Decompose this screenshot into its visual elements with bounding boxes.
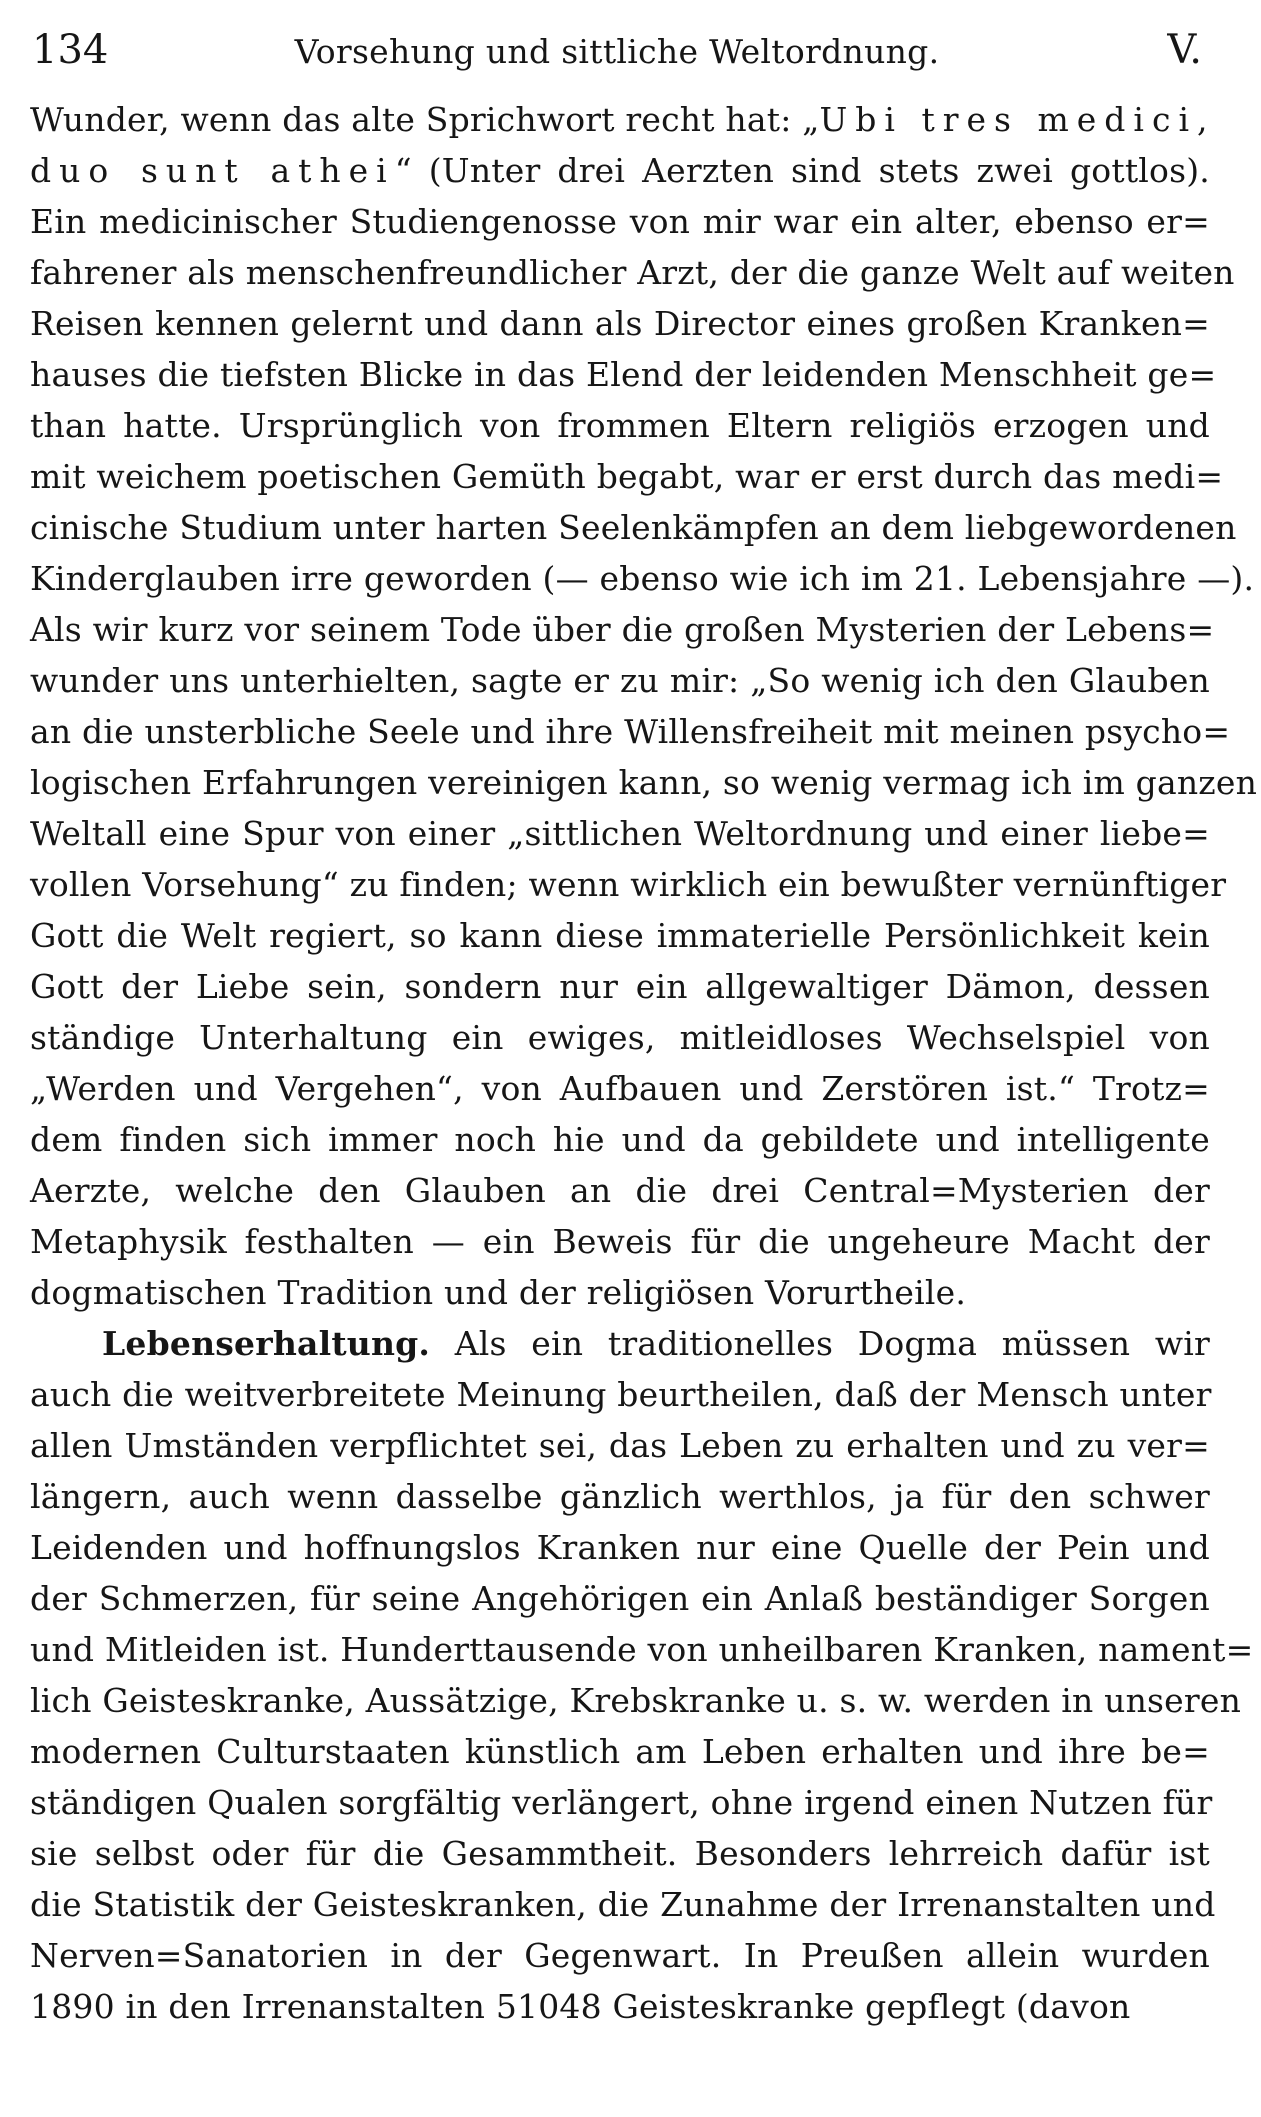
text-line bbox=[30, 1216, 1210, 1267]
text-line bbox=[30, 1726, 1210, 1777]
text-line bbox=[30, 1675, 1242, 1726]
text-line bbox=[30, 1777, 1213, 1828]
text-segment: duo sunt athei bbox=[30, 151, 395, 190]
text-line bbox=[30, 808, 1210, 859]
text-segment: “ (Unter drei Aerzten sind stets zwei gottlos). bbox=[394, 151, 1210, 190]
text-line bbox=[30, 349, 1217, 400]
text-line bbox=[30, 145, 1210, 196]
text-line bbox=[30, 604, 1215, 655]
text-segment: Reisen kennen gelernt und dann als Director eines großen Kranken= bbox=[30, 304, 1210, 343]
text-line bbox=[30, 1930, 1210, 1981]
text-line bbox=[30, 1165, 1210, 1216]
text-line bbox=[30, 400, 1210, 451]
text-segment: vollen Vorsehung“ zu finden; wenn wirklich ein bewußter vernünftiger bbox=[30, 865, 1227, 904]
text-line bbox=[30, 1369, 1210, 1420]
text-segment: der Schmerzen, für seine Angehörigen ein Anlaß beständiger Sorgen bbox=[30, 1579, 1210, 1618]
text-line bbox=[30, 94, 1216, 145]
text-segment: Weltall eine Spur von einer „sittlichen Weltordnung und einer liebe= bbox=[30, 814, 1210, 853]
text-segment: Metaphysik festhalten — ein Beweis für die ungeheure Macht der bbox=[30, 1222, 1210, 1261]
text-line bbox=[30, 1573, 1210, 1624]
page-header bbox=[32, 18, 1202, 78]
running-title: Vorsehung und sittliche Weltordnung. bbox=[294, 32, 940, 71]
text-line bbox=[30, 502, 1237, 553]
text-segment: mit weichem poetischen Gemüth begabt, war er erst durch das medi= bbox=[30, 457, 1224, 496]
text-segment: 1890 in den Irrenanstalten 51048 Geisteskranke gepflegt (davon bbox=[30, 1987, 1131, 2026]
text-line bbox=[30, 1828, 1210, 1879]
text-line bbox=[30, 247, 1235, 298]
text-segment: sie selbst oder für die Gesammtheit. Besonders lehrreich dafür ist bbox=[30, 1834, 1210, 1873]
text-segment: allen Umständen verpflichtet sei, das Leben zu erhalten und zu ver= bbox=[30, 1426, 1210, 1465]
text-segment: Als wir kurz vor seinem Tode über die großen Mysterien der Lebens= bbox=[30, 610, 1215, 649]
text-segment: cinische Studium unter harten Seelenkämpfen an dem liebgewordenen bbox=[30, 508, 1237, 547]
text-segment: „Werden und Vergehen“, von Aufbauen und Zerstören ist.“ Trotz= bbox=[30, 1069, 1210, 1108]
text-segment: Nerven=Sanatorien in der Gegenwart. In Preußen allein wurden bbox=[30, 1936, 1210, 1975]
text-segment: Ein medicinischer Studiengenosse von mir war ein alter, ebenso er= bbox=[30, 202, 1210, 241]
text-line bbox=[30, 1522, 1210, 1573]
text-segment: Kinderglauben irre geworden (— ebenso wie ich im 21. Lebensjahre —). bbox=[30, 559, 1255, 598]
text-segment: und Mitleiden ist. Hunderttausende von unheilbaren Kranken, nament= bbox=[30, 1630, 1254, 1669]
text-segment: than hatte. Ursprünglich von frommen Eltern religiös erzogen und bbox=[30, 406, 1210, 445]
text-line bbox=[30, 859, 1227, 910]
text-segment: wunder uns unterhielten, sagte er zu mir: „So wenig ich den Glauben bbox=[30, 661, 1210, 700]
text-segment: hauses die tiefsten Blicke in das Elend der leidenden Menschheit ge= bbox=[30, 355, 1217, 394]
page-number: 134 bbox=[32, 27, 109, 73]
chapter-number: V. bbox=[1167, 27, 1202, 73]
text-line bbox=[30, 655, 1210, 706]
text-line bbox=[30, 1624, 1254, 1675]
text-line bbox=[30, 1114, 1210, 1165]
text-line bbox=[30, 553, 1255, 604]
text-line bbox=[30, 757, 1258, 808]
text-segment: auch die weitverbreitete Meinung beurtheilen, daß der Mensch unter bbox=[30, 1375, 1212, 1414]
body-text bbox=[30, 94, 1258, 2032]
text-segment: lich Geisteskranke, Aussätzige, Krebskranke u. s. w. werden in unseren bbox=[30, 1681, 1242, 1720]
text-line bbox=[30, 1267, 1210, 1318]
text-line bbox=[30, 706, 1231, 757]
text-line bbox=[30, 1063, 1210, 1114]
text-line bbox=[30, 451, 1224, 502]
text-line bbox=[30, 1981, 1210, 2032]
text-segment: dogmatischen Tradition und der religiösen Vorurtheile. bbox=[30, 1273, 967, 1312]
text-line bbox=[30, 1012, 1210, 1063]
text-line bbox=[30, 910, 1210, 961]
text-segment: ständigen Qualen sorgfältig verlängert, ohne irgend einen Nutzen für bbox=[30, 1783, 1213, 1822]
text-segment: Leidenden und hoffnungslos Kranken nur eine Quelle der Pein und bbox=[30, 1528, 1210, 1567]
text-segment: Aerzte, welche den Glauben an die drei Central=Mysterien der bbox=[30, 1171, 1210, 1210]
text-segment: Gott der Liebe sein, sondern nur ein allgewaltiger Dämon, dessen bbox=[30, 967, 1210, 1006]
text-segment: modernen Culturstaaten künstlich am Leben erhalten und ihre be= bbox=[30, 1732, 1210, 1771]
text-segment: längern, auch wenn dasselbe gänzlich werthlos, ja für den schwer bbox=[30, 1477, 1210, 1516]
text-line bbox=[30, 298, 1210, 349]
text-segment: fahrener als menschenfreundlicher Arzt, der die ganze Welt auf weiten bbox=[30, 253, 1235, 292]
text-line bbox=[30, 196, 1210, 247]
text-segment: Gott die Welt regiert, so kann diese immaterielle Persönlichkeit kein bbox=[30, 916, 1210, 955]
text-line bbox=[30, 961, 1210, 1012]
section-keyword: Lebenserhaltung. bbox=[102, 1324, 431, 1363]
text-segment: ständige Unterhaltung ein ewiges, mitleidloses Wechselspiel von bbox=[30, 1018, 1210, 1057]
text-line bbox=[30, 1318, 1210, 1369]
text-segment: Wunder, wenn das alte Sprichwort recht hat: „ bbox=[30, 100, 820, 139]
text-segment: Als ein traditionelles Dogma müssen wir bbox=[430, 1324, 1210, 1363]
text-segment: die Statistik der Geisteskranken, die Zunahme der Irrenanstalten und bbox=[30, 1885, 1216, 1924]
text-segment: logischen Erfahrungen vereinigen kann, so wenig vermag ich im ganzen bbox=[30, 763, 1258, 802]
text-line bbox=[30, 1471, 1210, 1522]
text-segment: an die unsterbliche Seele und ihre Willensfreiheit mit meinen psycho= bbox=[30, 712, 1231, 751]
text-segment: dem finden sich immer noch hie und da gebildete und intelligente bbox=[30, 1120, 1210, 1159]
text-line bbox=[30, 1420, 1210, 1471]
text-line bbox=[30, 1879, 1216, 1930]
text-segment: Ubi tres medici, bbox=[819, 100, 1216, 139]
